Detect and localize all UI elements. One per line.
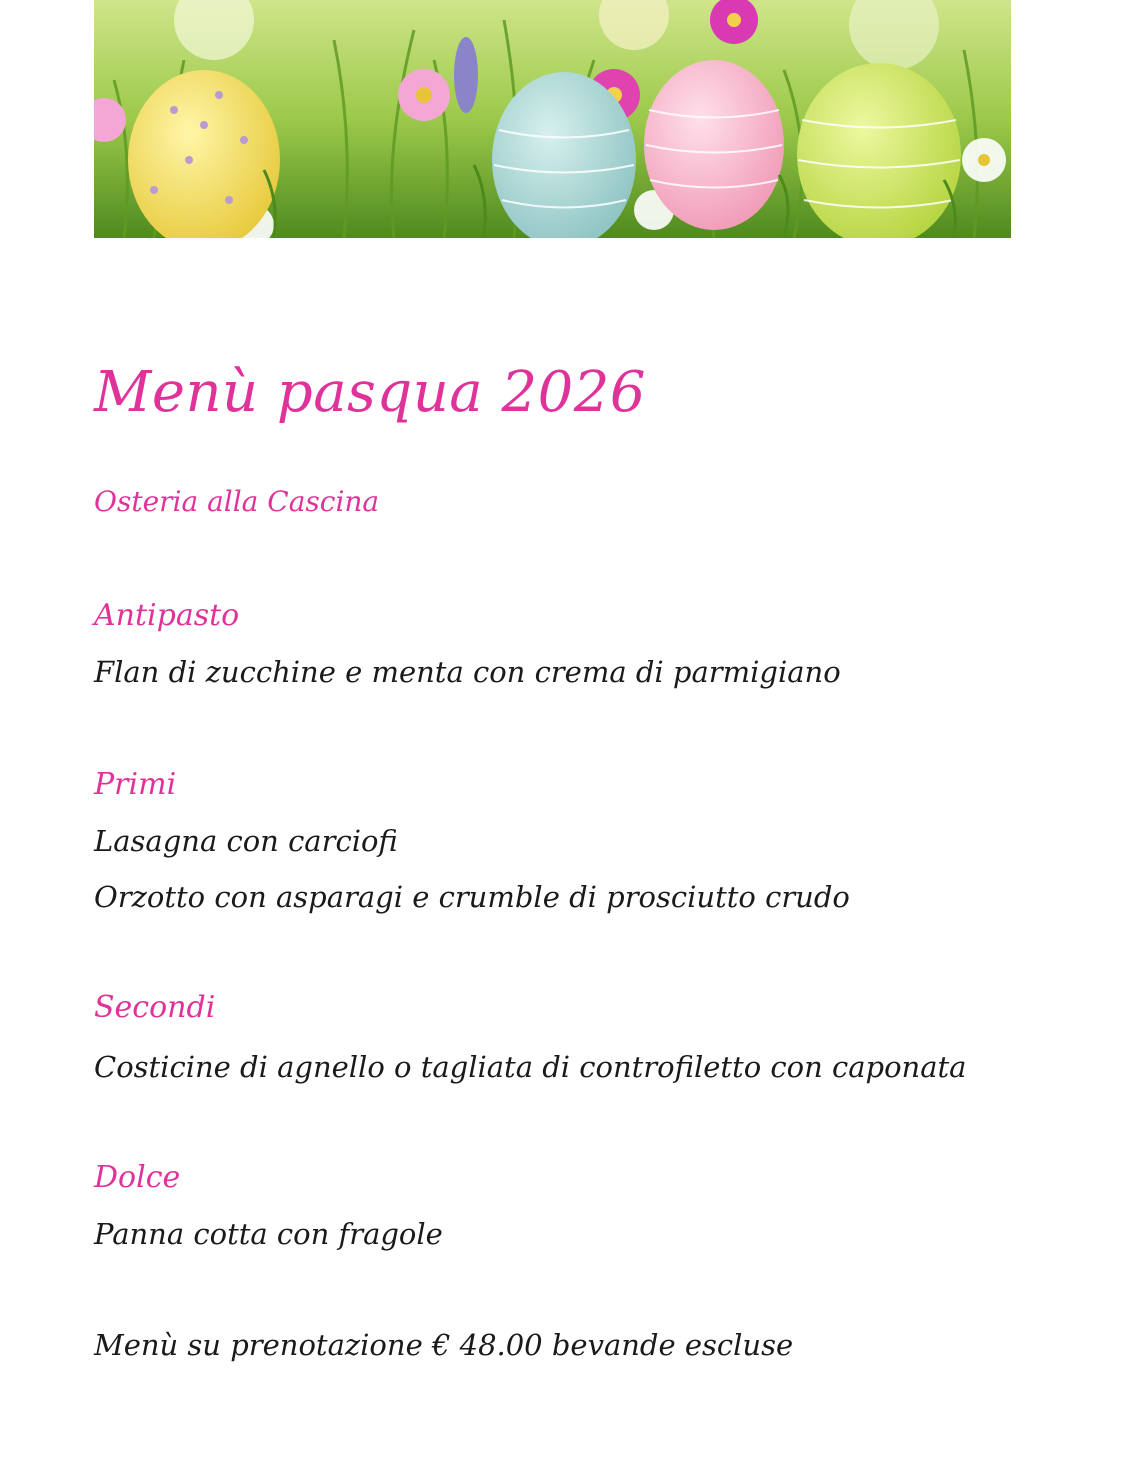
section-heading-secondi: Secondi bbox=[94, 990, 216, 1025]
section-heading-antipasto: Antipasto bbox=[94, 598, 240, 633]
menu-item: Flan di zucchine e menta con crema di parmigiano bbox=[94, 655, 841, 689]
section-heading-dolce: Dolce bbox=[94, 1160, 181, 1195]
menu-item: Costicine di agnello o tagliata di controfiletto con caponata bbox=[94, 1050, 967, 1084]
easter-banner-image bbox=[94, 0, 1011, 238]
menu-item: Lasagna con carciofi bbox=[94, 824, 398, 858]
menu-item: Panna cotta con fragole bbox=[94, 1217, 443, 1251]
menu-price-note: Menù su prenotazione € 48.00 bevande escluse bbox=[94, 1328, 794, 1362]
egg-pink-icon bbox=[644, 60, 784, 230]
restaurant-name: Osteria alla Cascina bbox=[94, 485, 380, 518]
section-heading-primi: Primi bbox=[94, 767, 177, 802]
menu-item: Orzotto con asparagi e crumble di prosciutto crudo bbox=[94, 880, 850, 914]
menu-title: Menù pasqua 2026 bbox=[94, 360, 647, 425]
